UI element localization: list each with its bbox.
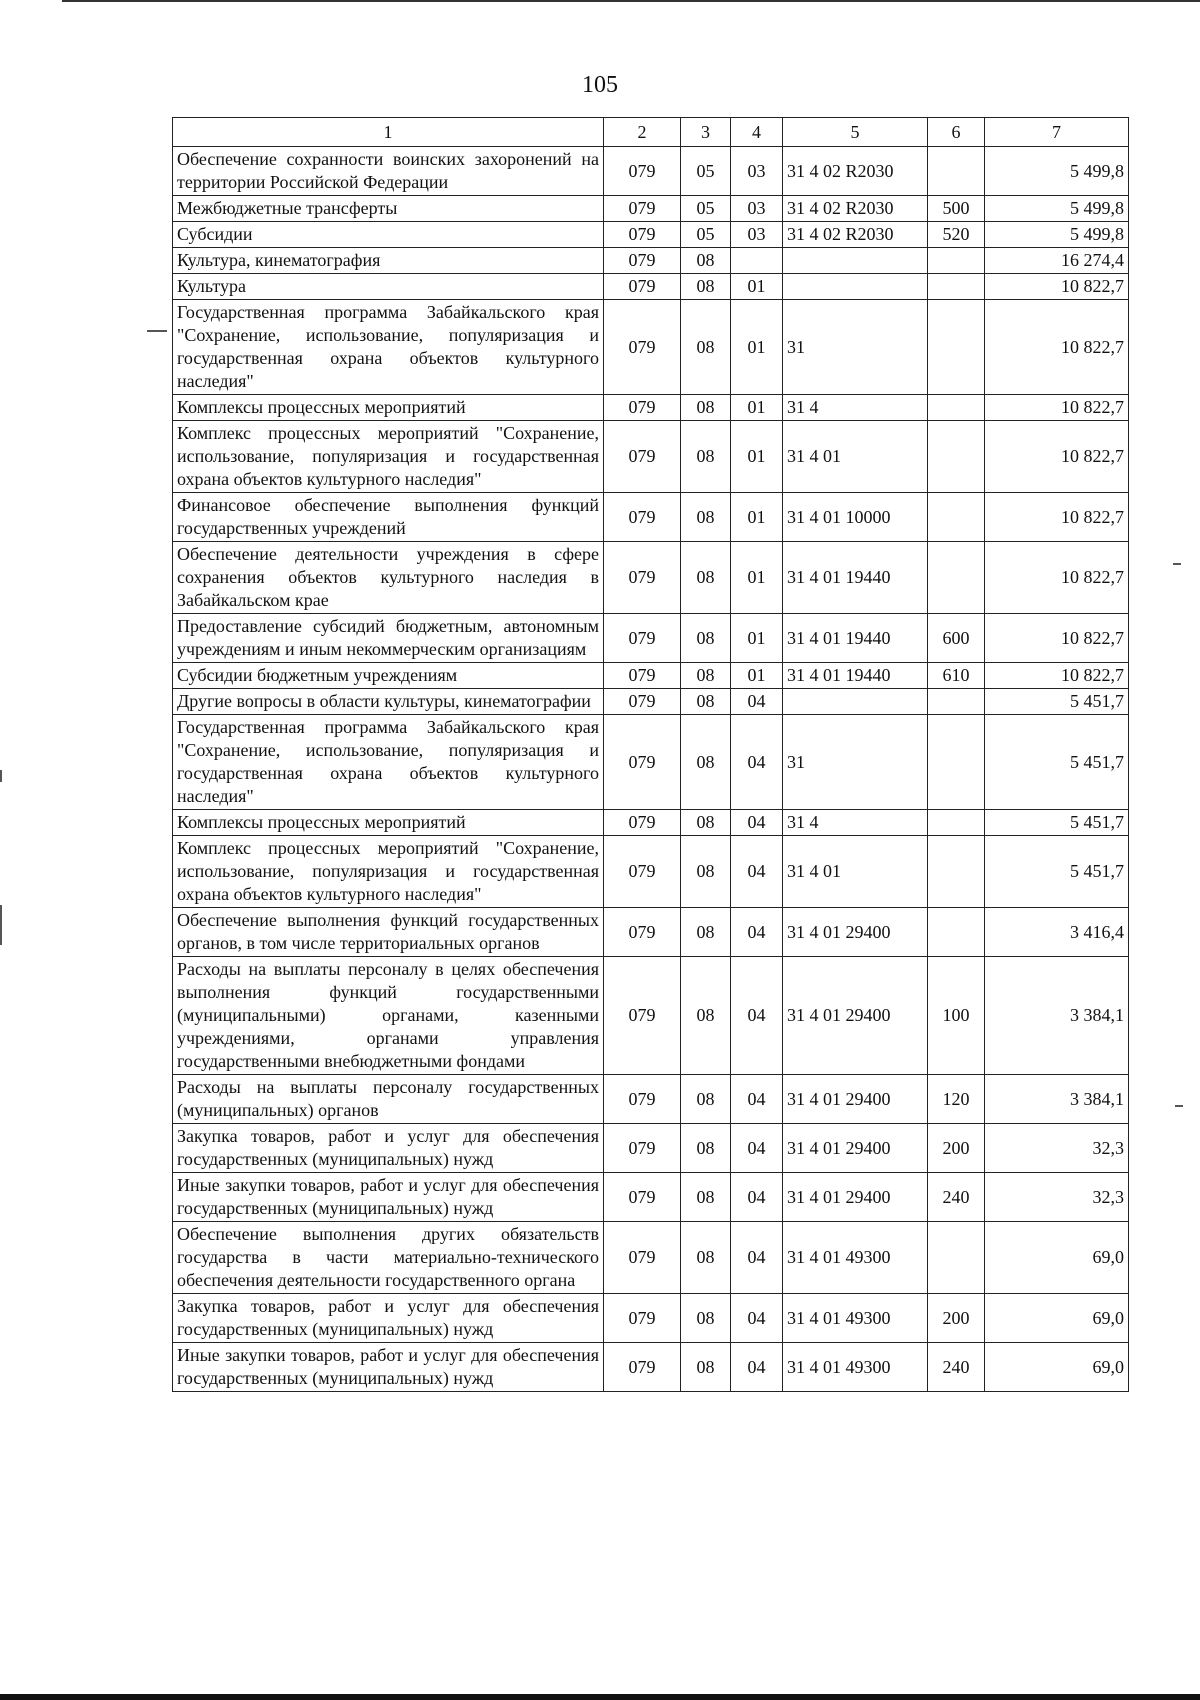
amount-cell: 5 451,7 <box>985 689 1129 715</box>
amount-cell: 3 384,1 <box>985 957 1129 1075</box>
item-name-cell: Предоставление субсидий бюджетным, автономным учреждениям и иным некоммерческим организациям <box>173 614 604 663</box>
target-article-cell: 31 4 01 10000 <box>783 493 928 542</box>
section-code-cell: 08 <box>681 1343 731 1392</box>
subsection-code-cell: 01 <box>731 395 783 421</box>
section-code-cell: 08 <box>681 542 731 614</box>
section-code-cell: 08 <box>681 614 731 663</box>
table-row <box>173 1075 1129 1124</box>
item-name-cell: Обеспечение деятельности учреждения в сфере сохранения объектов культурного наследия в Забайкальском крае <box>173 542 604 614</box>
table-row <box>173 715 1129 810</box>
expense-type-cell: 500 <box>928 196 985 222</box>
admin-code-cell: 079 <box>604 836 681 908</box>
amount-cell: 10 822,7 <box>985 395 1129 421</box>
admin-code-cell: 079 <box>604 196 681 222</box>
table-row <box>173 395 1129 421</box>
admin-code-cell: 079 <box>604 1075 681 1124</box>
section-code-cell: 08 <box>681 1294 731 1343</box>
amount-cell: 10 822,7 <box>985 300 1129 395</box>
subsection-code-cell: 01 <box>731 300 783 395</box>
expense-type-cell <box>928 147 985 196</box>
item-name-cell: Расходы на выплаты персоналу в целях обеспечения выполнения функций государственными (муниципальными) органами, казенными учреждениями, органами управления государственными внебюджетными фондами <box>173 957 604 1075</box>
item-name-cell: Другие вопросы в области культуры, кинематографии <box>173 689 604 715</box>
table-row <box>173 810 1129 836</box>
expense-type-cell <box>928 689 985 715</box>
table-row <box>173 614 1129 663</box>
header-cell: 2 <box>604 118 681 147</box>
amount-cell: 10 822,7 <box>985 274 1129 300</box>
section-code-cell: 08 <box>681 248 731 274</box>
amount-cell: 3 384,1 <box>985 1075 1129 1124</box>
item-name-cell: Иные закупки товаров, работ и услуг для обеспечения государственных (муниципальных) нужд <box>173 1343 604 1392</box>
item-name-cell: Обеспечение выполнения других обязательств государства в части материально-технического обеспечения деятельности государственного органа <box>173 1222 604 1294</box>
target-article-cell <box>783 274 928 300</box>
section-code-cell: 08 <box>681 908 731 957</box>
item-name-cell: Обеспечение сохранности воинских захоронений на территории Российской Федерации <box>173 147 604 196</box>
subsection-code-cell: 04 <box>731 1222 783 1294</box>
target-article-cell: 31 4 01 49300 <box>783 1343 928 1392</box>
target-article-cell: 31 4 02 R2030 <box>783 222 928 248</box>
admin-code-cell: 079 <box>604 300 681 395</box>
admin-code-cell: 079 <box>604 689 681 715</box>
expense-type-cell <box>928 908 985 957</box>
admin-code-cell: 079 <box>604 395 681 421</box>
admin-code-cell: 079 <box>604 274 681 300</box>
subsection-code-cell: 04 <box>731 908 783 957</box>
amount-cell: 32,3 <box>985 1124 1129 1173</box>
table-row <box>173 689 1129 715</box>
expense-type-cell <box>928 542 985 614</box>
admin-code-cell: 079 <box>604 1173 681 1222</box>
amount-cell: 10 822,7 <box>985 614 1129 663</box>
amount-cell: 5 451,7 <box>985 715 1129 810</box>
margin-mark <box>147 330 167 332</box>
admin-code-cell: 079 <box>604 957 681 1075</box>
subsection-code-cell: 01 <box>731 493 783 542</box>
amount-cell: 69,0 <box>985 1294 1129 1343</box>
expense-type-cell: 100 <box>928 957 985 1075</box>
amount-cell: 5 499,8 <box>985 196 1129 222</box>
item-name-cell: Субсидии бюджетным учреждениям <box>173 663 604 689</box>
admin-code-cell: 079 <box>604 663 681 689</box>
target-article-cell: 31 4 01 19440 <box>783 542 928 614</box>
scan-bottom-edge <box>0 1694 1200 1700</box>
admin-code-cell: 079 <box>604 1222 681 1294</box>
table-row <box>173 663 1129 689</box>
budget-table <box>172 117 1129 1392</box>
amount-cell: 32,3 <box>985 1173 1129 1222</box>
section-code-cell: 08 <box>681 1124 731 1173</box>
admin-code-cell: 079 <box>604 1294 681 1343</box>
subsection-code-cell: 04 <box>731 836 783 908</box>
section-code-cell: 05 <box>681 222 731 248</box>
item-name-cell: Культура, кинематография <box>173 248 604 274</box>
expense-type-cell: 200 <box>928 1294 985 1343</box>
table-row <box>173 1173 1129 1222</box>
expense-type-cell <box>928 836 985 908</box>
admin-code-cell: 079 <box>604 493 681 542</box>
section-code-cell: 08 <box>681 1173 731 1222</box>
expense-type-cell <box>928 493 985 542</box>
target-article-cell: 31 <box>783 300 928 395</box>
expense-type-cell: 610 <box>928 663 985 689</box>
scan-top-edge <box>62 0 1200 2</box>
section-code-cell: 08 <box>681 715 731 810</box>
subsection-code-cell: 01 <box>731 421 783 493</box>
section-code-cell: 08 <box>681 493 731 542</box>
subsection-code-cell: 04 <box>731 1124 783 1173</box>
page-number: 105 <box>582 72 618 98</box>
expense-type-cell <box>928 715 985 810</box>
margin-mark <box>1175 1105 1183 1107</box>
amount-cell: 5 451,7 <box>985 836 1129 908</box>
table-row <box>173 1343 1129 1392</box>
subsection-code-cell: 03 <box>731 147 783 196</box>
item-name-cell: Закупка товаров, работ и услуг для обеспечения государственных (муниципальных) нужд <box>173 1294 604 1343</box>
item-name-cell: Закупка товаров, работ и услуг для обеспечения государственных (муниципальных) нужд <box>173 1124 604 1173</box>
subsection-code-cell: 01 <box>731 274 783 300</box>
header-cell: 6 <box>928 118 985 147</box>
expense-type-cell <box>928 395 985 421</box>
header-row <box>173 118 1129 147</box>
target-article-cell: 31 4 01 29400 <box>783 908 928 957</box>
amount-cell: 5 499,8 <box>985 147 1129 196</box>
table-row <box>173 147 1129 196</box>
item-name-cell: Обеспечение выполнения функций государственных органов, в том числе территориальных органов <box>173 908 604 957</box>
section-code-cell: 08 <box>681 836 731 908</box>
admin-code-cell: 079 <box>604 614 681 663</box>
item-name-cell: Государственная программа Забайкальского края "Сохранение, использование, популяризация и государственная охрана объектов культурного наследия" <box>173 715 604 810</box>
admin-code-cell: 079 <box>604 421 681 493</box>
header-cell: 3 <box>681 118 731 147</box>
target-article-cell: 31 4 01 29400 <box>783 1173 928 1222</box>
target-article-cell: 31 4 01 19440 <box>783 614 928 663</box>
amount-cell: 10 822,7 <box>985 421 1129 493</box>
expense-type-cell <box>928 300 985 395</box>
item-name-cell: Комплекс процессных мероприятий "Сохранение, использование, популяризация и государственная охрана объектов культурного наследия" <box>173 421 604 493</box>
subsection-code-cell: 01 <box>731 542 783 614</box>
item-name-cell: Комплекс процессных мероприятий "Сохранение, использование, популяризация и государственная охрана объектов культурного наследия" <box>173 836 604 908</box>
amount-cell: 16 274,4 <box>985 248 1129 274</box>
admin-code-cell: 079 <box>604 908 681 957</box>
item-name-cell: Комплексы процессных мероприятий <box>173 395 604 421</box>
item-name-cell: Финансовое обеспечение выполнения функций государственных учреждений <box>173 493 604 542</box>
target-article-cell: 31 4 01 19440 <box>783 663 928 689</box>
table-row <box>173 248 1129 274</box>
section-code-cell: 08 <box>681 689 731 715</box>
header-cell: 7 <box>985 118 1129 147</box>
expense-type-cell: 600 <box>928 614 985 663</box>
table-row <box>173 274 1129 300</box>
subsection-code-cell: 04 <box>731 1343 783 1392</box>
admin-code-cell: 079 <box>604 810 681 836</box>
expense-type-cell <box>928 274 985 300</box>
section-code-cell: 08 <box>681 957 731 1075</box>
item-name-cell: Культура <box>173 274 604 300</box>
expense-type-cell: 120 <box>928 1075 985 1124</box>
header-cell: 4 <box>731 118 783 147</box>
subsection-code-cell: 04 <box>731 1173 783 1222</box>
amount-cell: 10 822,7 <box>985 493 1129 542</box>
table-row <box>173 300 1129 395</box>
table-row <box>173 222 1129 248</box>
target-article-cell: 31 4 01 49300 <box>783 1294 928 1343</box>
amount-cell: 10 822,7 <box>985 542 1129 614</box>
target-article-cell <box>783 248 928 274</box>
target-article-cell: 31 <box>783 715 928 810</box>
section-code-cell: 08 <box>681 1075 731 1124</box>
section-code-cell: 08 <box>681 274 731 300</box>
admin-code-cell: 079 <box>604 248 681 274</box>
expense-type-cell: 520 <box>928 222 985 248</box>
table-row <box>173 1222 1129 1294</box>
admin-code-cell: 079 <box>604 222 681 248</box>
item-name-cell: Межбюджетные трансферты <box>173 196 604 222</box>
table-row <box>173 908 1129 957</box>
expense-type-cell <box>928 1222 985 1294</box>
item-name-cell: Иные закупки товаров, работ и услуг для обеспечения государственных (муниципальных) нужд <box>173 1173 604 1222</box>
table-row <box>173 1294 1129 1343</box>
admin-code-cell: 079 <box>604 1124 681 1173</box>
subsection-code-cell: 03 <box>731 196 783 222</box>
admin-code-cell: 079 <box>604 715 681 810</box>
section-code-cell: 08 <box>681 421 731 493</box>
subsection-code-cell: 03 <box>731 222 783 248</box>
target-article-cell: 31 4 01 29400 <box>783 957 928 1075</box>
amount-cell: 5 499,8 <box>985 222 1129 248</box>
item-name-cell: Комплексы процессных мероприятий <box>173 810 604 836</box>
table-row <box>173 1124 1129 1173</box>
subsection-code-cell <box>731 248 783 274</box>
amount-cell: 10 822,7 <box>985 663 1129 689</box>
section-code-cell: 08 <box>681 1222 731 1294</box>
table-row <box>173 957 1129 1075</box>
section-code-cell: 08 <box>681 663 731 689</box>
amount-cell: 3 416,4 <box>985 908 1129 957</box>
expense-type-cell <box>928 248 985 274</box>
section-code-cell: 08 <box>681 395 731 421</box>
subsection-code-cell: 04 <box>731 1075 783 1124</box>
subsection-code-cell: 04 <box>731 957 783 1075</box>
subsection-code-cell: 04 <box>731 689 783 715</box>
expense-type-cell: 200 <box>928 1124 985 1173</box>
margin-mark <box>0 905 2 945</box>
target-article-cell: 31 4 02 R2030 <box>783 147 928 196</box>
target-article-cell: 31 4 02 R2030 <box>783 196 928 222</box>
admin-code-cell: 079 <box>604 1343 681 1392</box>
target-article-cell: 31 4 01 <box>783 836 928 908</box>
section-code-cell: 08 <box>681 300 731 395</box>
amount-cell: 5 451,7 <box>985 810 1129 836</box>
subsection-code-cell: 04 <box>731 715 783 810</box>
section-code-cell: 05 <box>681 196 731 222</box>
target-article-cell: 31 4 <box>783 810 928 836</box>
target-article-cell: 31 4 01 <box>783 421 928 493</box>
target-article-cell: 31 4 <box>783 395 928 421</box>
table-row <box>173 542 1129 614</box>
header-cell: 5 <box>783 118 928 147</box>
expense-type-cell: 240 <box>928 1343 985 1392</box>
subsection-code-cell: 01 <box>731 663 783 689</box>
target-article-cell: 31 4 01 29400 <box>783 1075 928 1124</box>
section-code-cell: 05 <box>681 147 731 196</box>
expense-type-cell <box>928 421 985 493</box>
item-name-cell: Расходы на выплаты персоналу государственных (муниципальных) органов <box>173 1075 604 1124</box>
admin-code-cell: 079 <box>604 147 681 196</box>
item-name-cell: Государственная программа Забайкальского края "Сохранение, использование, популяризация и государственная охрана объектов культурного наследия" <box>173 300 604 395</box>
expense-type-cell: 240 <box>928 1173 985 1222</box>
subsection-code-cell: 04 <box>731 810 783 836</box>
subsection-code-cell: 01 <box>731 614 783 663</box>
header-cell: 1 <box>173 118 604 147</box>
item-name-cell: Субсидии <box>173 222 604 248</box>
amount-cell: 69,0 <box>985 1222 1129 1294</box>
expense-type-cell <box>928 810 985 836</box>
target-article-cell: 31 4 01 29400 <box>783 1124 928 1173</box>
table-row <box>173 196 1129 222</box>
amount-cell: 69,0 <box>985 1343 1129 1392</box>
table-row <box>173 493 1129 542</box>
margin-mark <box>0 770 2 782</box>
admin-code-cell: 079 <box>604 542 681 614</box>
margin-mark <box>1173 563 1181 565</box>
subsection-code-cell: 04 <box>731 1294 783 1343</box>
section-code-cell: 08 <box>681 810 731 836</box>
target-article-cell <box>783 689 928 715</box>
table-row <box>173 836 1129 908</box>
target-article-cell: 31 4 01 49300 <box>783 1222 928 1294</box>
table-row <box>173 421 1129 493</box>
